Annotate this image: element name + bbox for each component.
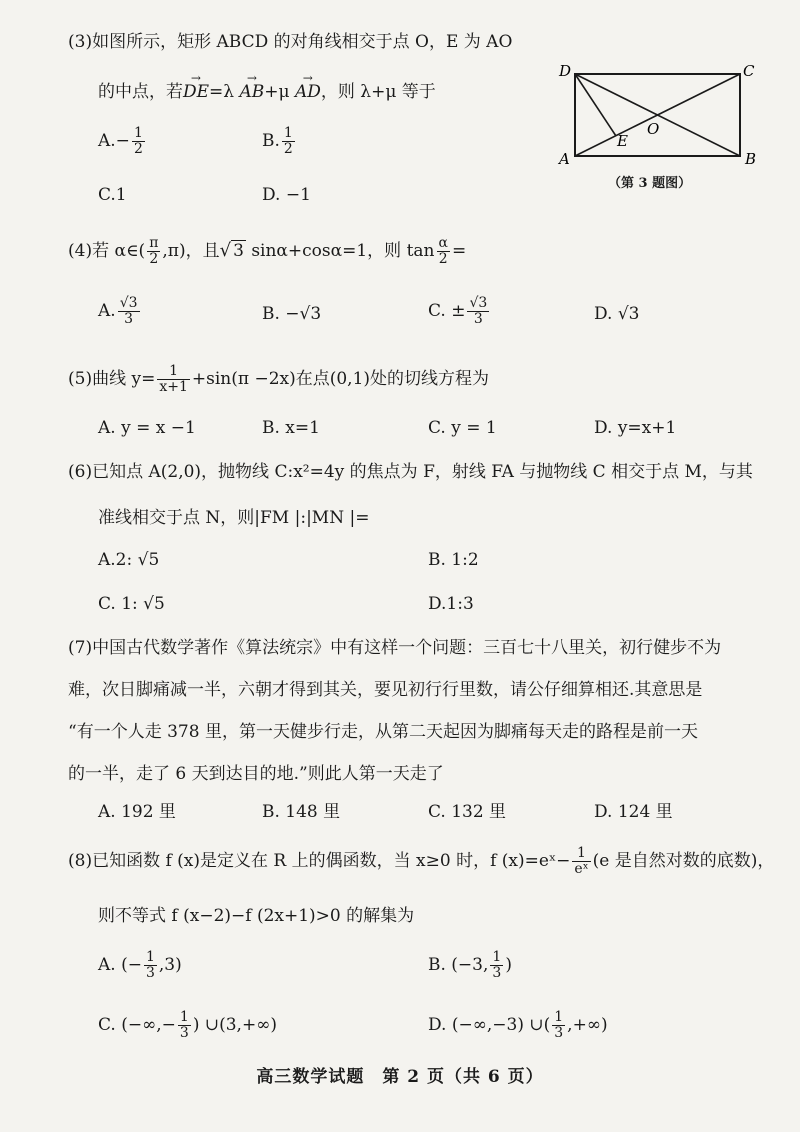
q6-option-b: B. 1:2 [428,550,479,570]
q8-e-frac [572,846,590,877]
q5-frac [157,364,190,395]
q8-opt-d-post: ,+∞) [567,1015,608,1035]
q4-alpha-num: α [438,235,448,251]
q4-opt-a-pre: A. [98,301,116,321]
q4-stem [68,236,466,267]
q8-opt-c-pre: C. (−∞,− [98,1015,176,1035]
q8-opt-a-frac [144,950,157,981]
q3-opt-b-pre: B. [262,131,280,151]
q3-opt-a-den: 2 [133,141,143,157]
q7-option-b: B. 148 里 [262,802,341,822]
q3-option-c: C.1 [98,185,127,205]
q4-option-b: B. −√3 [262,304,322,324]
q4-sqrt-value: 3 [233,241,244,261]
q8-opt-d-frac [552,1010,565,1041]
q8-option-a [98,950,182,981]
q8-opt-d-pre: D. (−∞,−3) ∪( [428,1015,551,1035]
label-e: E [617,132,628,150]
q5-frac-den: x+1 [159,379,188,395]
label-a: A [559,150,570,168]
q8-line2: 则不等式 f (x−2)−f (2x+1)>0 的解集为 [98,906,415,926]
q7-option-c: C. 132 里 [428,802,507,822]
q8-opt-b-num: 1 [492,949,502,965]
q3-option-b [262,126,297,157]
vec-ab: → AB [239,80,264,104]
q4-opt-a-frac [118,296,140,327]
q3-text-a: 的中点，若 [98,82,183,102]
q8-option-d [428,1010,608,1041]
label-d: D [559,62,572,80]
q4-stem-d: = [451,241,467,261]
label-b: B [745,150,757,168]
q5-option-a: A. y = x −1 [98,418,196,438]
q4-pi-frac [147,236,160,267]
q8-opt-c-num: 1 [179,1009,189,1025]
sqrt-sign: √ [219,240,232,261]
q3-opt-a-pre: A.− [98,131,130,151]
q4-alpha-frac [437,236,450,267]
q4-opt-a-num: √3 [119,295,138,311]
q4-alpha-den: 2 [438,251,448,267]
page-footer: 高三数学试题 第 2 页（共 6 页） [256,1067,544,1087]
q3-opt-a-num: 1 [133,125,143,141]
q3-line1: (3)如图所示，矩形 ABCD 的对角线相交于点 O，E 为 AO [68,32,513,52]
q5-stem-b: +sin(π −2x)在点(0,1)处的切线方程为 [191,369,490,389]
q6-line2: 准线相交于点 N，则|FM |:|MN |= [98,508,370,528]
vec-de: → DE [183,80,209,104]
q8-e-den: eˣ [574,861,589,877]
q4-stem-b: ,π)，且 [162,241,220,261]
q7-option-d: D. 124 里 [594,802,673,822]
q4-option-d: D. √3 [594,304,640,324]
q8-opt-c-frac [178,1010,191,1041]
q4-option-a [98,296,142,327]
figure-caption: （第 3 题图） [608,176,692,191]
q5-stem [68,364,489,395]
q3-text-b: ，则 λ+μ 等于 [320,82,436,102]
q8-opt-b-den: 3 [492,965,502,981]
q6-line1: (6)已知点 A(2,0)，抛物线 C:x²=4y 的焦点为 F，射线 FA 与抛物线 C 相交于点 M，与其 [68,462,753,482]
q3-opt-b-frac [282,126,295,157]
q3-opt-b-den: 2 [283,141,293,157]
q8-opt-d-num: 1 [554,1009,564,1025]
q6-option-d: D.1:3 [428,594,474,614]
q8-stem-b: (e 是自然对数的底数)， [592,851,775,871]
q8-option-c [98,1010,277,1041]
q8-opt-c-post: ) ∪(3,+∞) [192,1015,277,1035]
q4-opt-c-den: 3 [473,311,483,327]
q8-stem [68,846,774,877]
q4-opt-c-num: √3 [469,295,488,311]
q3-plus: +μ [264,82,290,102]
q8-stem-a: (8)已知函数 f (x)是定义在 R 上的偶函数，当 x≥0 时，f (x)=eˣ− [68,851,571,871]
vec-ad: → AD [295,80,321,104]
q3-opt-b-num: 1 [283,125,293,141]
q3-line2 [98,80,436,104]
q5-option-c: C. y = 1 [428,418,497,438]
q4-pi-den: 2 [149,251,159,267]
q4-stem-c: sinα+cosα=1，则 tan [245,241,435,261]
q5-stem-a: (5)曲线 y= [68,369,156,389]
q7-line4: 的一半，走了 6 天到达目的地.”则此人第一天走了 [68,764,444,784]
q3-option-d: D. −1 [262,185,311,205]
q8-opt-b-frac [490,950,503,981]
q7-line2: 难，次日脚痛减一半，六朝才得到其关，要见初行行里数，请公仔细算相还.其意思是 [68,680,703,700]
q8-option-b [428,950,512,981]
q6-option-a: A.2: √5 [98,550,160,570]
q7-line1: (7)中国古代数学著作《算法统宗》中有这样一个问题：三百七十八里关，初行健步不为 [68,638,722,658]
q5-option-b: B. x=1 [262,418,320,438]
q8-opt-a-pre: A. (− [98,955,142,975]
q5-frac-num: 1 [157,364,190,380]
q8-opt-c-den: 3 [179,1025,189,1041]
q8-opt-b-post: ) [505,955,512,975]
q8-e-num: 1 [572,846,590,862]
q4-option-c [428,296,491,327]
q7-option-a: A. 192 里 [98,802,176,822]
q6-option-c: C. 1: √5 [98,594,165,614]
q4-pi-num: π [149,235,159,251]
label-o: O [647,120,660,138]
q8-opt-a-post: ,3) [158,955,182,975]
q3-eq: =λ [209,82,235,102]
q4-opt-a-den: 3 [124,311,134,327]
q7-line3: “有一个人走 378 里，第一天健步行走，从第二天起因为脚痛每天走的路程是前一天 [68,722,698,742]
q8-opt-b-pre: B. (−3, [428,955,489,975]
q3-option-a [98,126,147,157]
q4-opt-c-frac [467,296,489,327]
q8-opt-a-num: 1 [145,949,155,965]
q5-option-d: D. y=x+1 [594,418,677,438]
label-c: C [743,62,755,80]
q4-stem-a: (4)若 α∈( [68,241,146,261]
q8-opt-a-den: 3 [145,965,155,981]
q8-opt-d-den: 3 [554,1025,564,1041]
q4-opt-c-pre: C. ± [428,301,466,321]
q3-opt-a-frac [132,126,145,157]
